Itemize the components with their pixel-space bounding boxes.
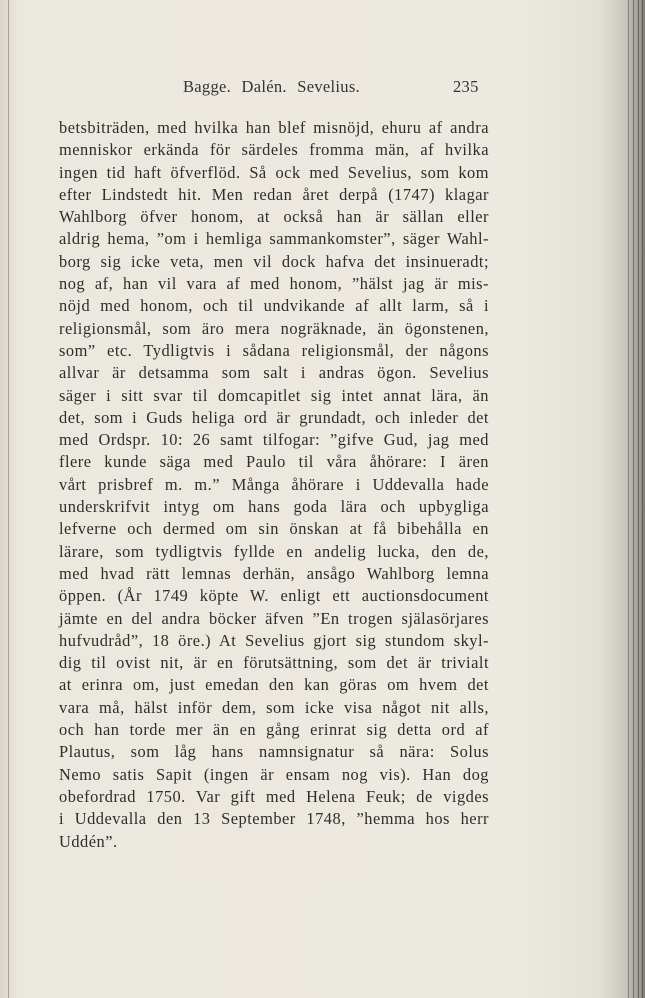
text-line: efter Lindstedt hit. Men redan året derpå (1747) klagar xyxy=(59,184,489,204)
text-line: nog af, han vil vara af med honom, ”hälst jag är mis- xyxy=(59,274,489,294)
binding-line xyxy=(642,0,643,998)
text-line: ingen tid haft öfverflöd. Så ock med Sevelius, som kom xyxy=(59,162,489,182)
page-left-edge xyxy=(8,0,9,998)
text-line: hufvudråd”, 18 öre.) At Sevelius gjort sig stundom skyl- xyxy=(59,630,489,650)
text-line: Nemo satis Sapit (ingen är ensam nog vis). Han dog xyxy=(59,764,489,784)
text-line: Plautus, som låg hans namnsignatur så nära: Solus xyxy=(59,742,489,762)
binding-line xyxy=(633,0,634,998)
text-line: allvar är detsamma som salt i andras ögon. Sevelius xyxy=(59,363,489,383)
text-line: med hvad rätt lemnas derhän, ansågo Wahlborg lemna xyxy=(59,563,489,583)
text-line: med Ordspr. 10: 26 samt tilfogar: ”gifve Gud, jag med xyxy=(59,430,489,450)
text-line: säger i sitt svar til domcapitlet sig intet annat lära, än xyxy=(59,385,489,405)
page-number: 235 xyxy=(453,77,479,96)
running-head: Bagge. Dalén. Sevelius. xyxy=(183,77,360,96)
text-line: lefverne och dermed om sin önskan at få bibehålla en xyxy=(59,519,489,539)
text-line: vårt prisbref m. m.” Många åhörare i Uddevalla hade xyxy=(59,474,489,494)
binding-line xyxy=(638,0,639,998)
page-header xyxy=(0,77,645,99)
text-line: obefordrad 1750. Var gift med Helena Feuk; de vigdes xyxy=(59,786,489,806)
text-line: nöjd med honom, och til undvikande af allt larm, så i xyxy=(59,296,489,316)
text-line: lärare, som tydligtvis fyllde en andelig lucka, den de, xyxy=(59,541,489,561)
text-line: vara må, hälst inför dem, som icke visa något nit alls, xyxy=(59,697,489,717)
text-line: flere kunde säga med Paulo til våra åhörare: I ären xyxy=(59,452,489,472)
text-line: och han torde mer än en gång erinrat sig detta ord af xyxy=(59,720,489,740)
text-line: aldrig hema, ”om i hemliga sammankomster”, säger Wahl- xyxy=(59,229,489,249)
body-text xyxy=(59,117,489,853)
text-line: borg sig icke veta, men vil dock hafva det insinueradt; xyxy=(59,251,489,271)
text-line: det, som i Guds heliga ord är grundadt, och inleder det xyxy=(59,407,489,427)
text-line: dig til ovist nit, är en förutsättning, som det är trivialt xyxy=(59,653,489,673)
text-line: religionsmål, som äro mera nogräknade, än ögonstenen, xyxy=(59,318,489,338)
text-line: öppen. (År 1749 köpte W. enligt ett auctionsdocument xyxy=(59,586,489,606)
text-line: at erinra om, just emedan den kan göras om hvem det xyxy=(59,675,489,695)
binding-line xyxy=(628,0,629,998)
text-line: som” etc. Tydligtvis i sådana religionsmål, der någons xyxy=(59,340,489,360)
text-line: menniskor erkända för särdeles fromma män, af hvilka xyxy=(59,140,489,160)
text-line: Wahlborg öfver honom, at också han är sällan eller xyxy=(59,207,489,227)
text-line: betsbiträden, med hvilka han blef misnöjd, ehuru af andra xyxy=(59,118,489,137)
text-line: underskrifvit intyg om hans goda lära och upbygliga xyxy=(59,497,489,517)
text-line: jämte en del andra böcker äfven ”En trogen själasörjares xyxy=(59,608,489,628)
text-line: i Uddevalla den 13 September 1748, ”hemma hos herr xyxy=(59,809,489,829)
text-line: Uddén”. xyxy=(59,831,118,851)
